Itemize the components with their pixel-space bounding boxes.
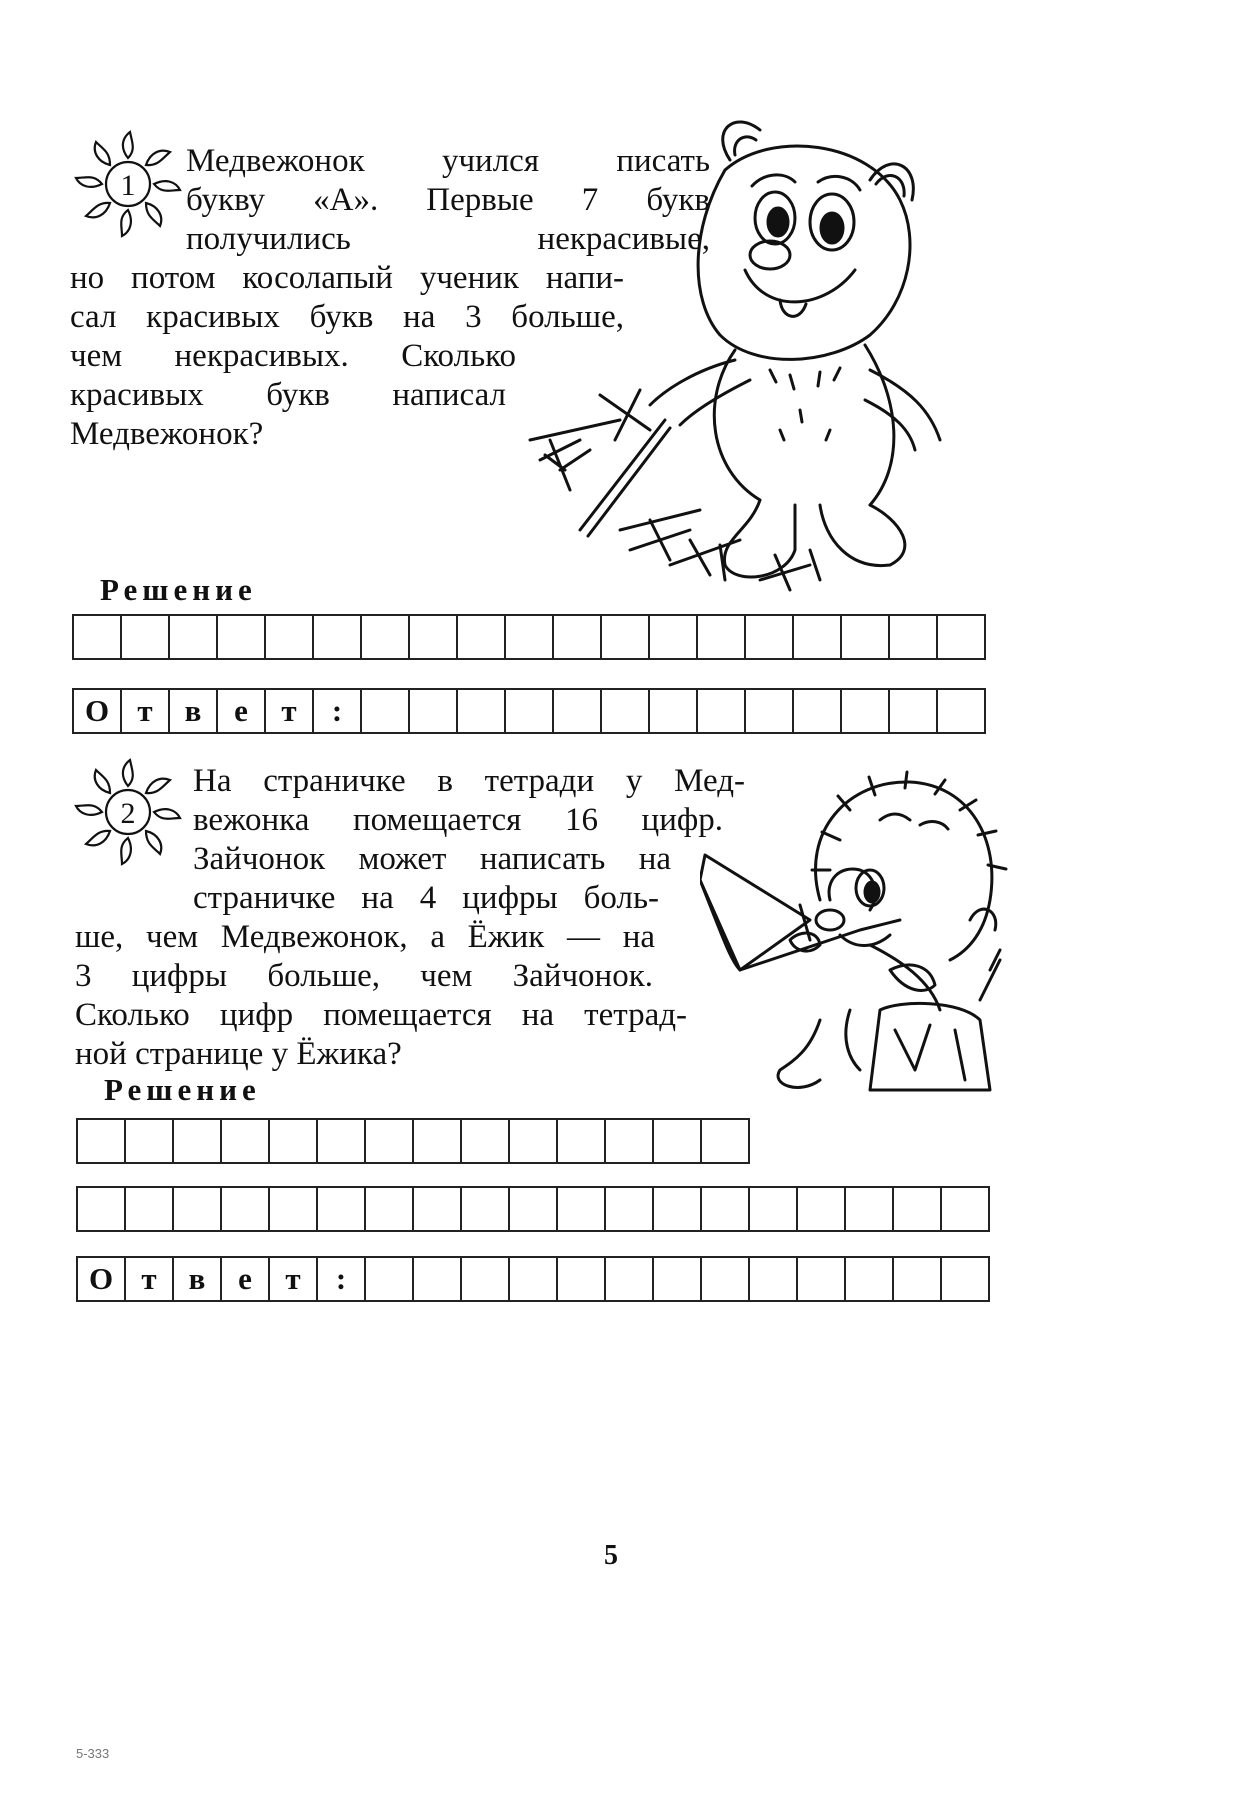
grid-cell[interactable] <box>846 1186 894 1232</box>
answer-letter: О <box>74 688 122 734</box>
grid-cell[interactable] <box>942 1186 990 1232</box>
grid-cell[interactable] <box>842 614 890 660</box>
answer-letter: е <box>218 688 266 734</box>
grid-cell[interactable] <box>750 1256 798 1302</box>
grid-cell[interactable] <box>122 614 170 660</box>
answer-letter: т <box>270 1256 318 1302</box>
grid-cell[interactable] <box>510 1186 558 1232</box>
grid-cell[interactable] <box>794 614 842 660</box>
print-code: 5-333 <box>76 1746 110 1761</box>
grid-cell[interactable] <box>702 1118 750 1164</box>
grid-cell[interactable] <box>798 1186 846 1232</box>
grid-cell[interactable] <box>702 1256 750 1302</box>
grid-cell[interactable] <box>654 1118 702 1164</box>
grid-cell[interactable] <box>746 688 794 734</box>
grid-cell[interactable] <box>314 614 362 660</box>
task-1-line: Медвежонок учился писать <box>186 143 710 179</box>
task-2-line: вежонка помещается 16 цифр. <box>193 802 723 838</box>
task-2-line: 3 цифры больше, чем Зайчонок. <box>75 958 653 994</box>
grid-cell[interactable] <box>458 614 506 660</box>
task-2-line: Сколько цифр помещается на тетрад- <box>75 997 687 1033</box>
answer-letter: : <box>314 688 362 734</box>
grid-cell[interactable] <box>414 1186 462 1232</box>
grid-cell[interactable] <box>174 1186 222 1232</box>
task-2-line: ной странице у Ёжика? <box>75 1036 402 1072</box>
task-1-line: Медвежонок? <box>70 416 264 452</box>
task-1-solution-grid[interactable] <box>72 614 986 660</box>
answer-letter: в <box>170 688 218 734</box>
grid-cell[interactable] <box>606 1118 654 1164</box>
grid-cell[interactable] <box>270 1186 318 1232</box>
grid-cell[interactable] <box>410 688 458 734</box>
task-1-solution-heading: Решение <box>100 572 257 607</box>
page-number: 5 <box>604 1540 618 1571</box>
grid-cell[interactable] <box>462 1256 510 1302</box>
grid-cell[interactable] <box>894 1256 942 1302</box>
grid-cell[interactable] <box>942 1256 990 1302</box>
task-2-solution-heading: Решение <box>104 1072 261 1107</box>
grid-cell[interactable] <box>798 1256 846 1302</box>
task-2-solution-grid-short[interactable] <box>76 1118 750 1164</box>
task-2-solution-grid[interactable] <box>76 1186 990 1232</box>
task-1-line: но потом косолапый ученик напи- <box>70 260 624 296</box>
grid-cell[interactable] <box>702 1186 750 1232</box>
task-2-line: ше, чем Медвежонок, а Ёжик — на <box>75 919 655 955</box>
grid-cell[interactable] <box>222 1186 270 1232</box>
grid-cell[interactable] <box>746 614 794 660</box>
grid-cell[interactable] <box>554 688 602 734</box>
grid-cell[interactable] <box>366 1186 414 1232</box>
answer-letter: т <box>126 1256 174 1302</box>
svg-text:2: 2 <box>120 797 136 830</box>
grid-cell[interactable] <box>222 1118 270 1164</box>
task-1-line: чем некрасивых. Сколько <box>70 338 516 374</box>
grid-cell[interactable] <box>510 1256 558 1302</box>
grid-cell[interactable] <box>126 1186 174 1232</box>
answer-letter: в <box>174 1256 222 1302</box>
grid-cell[interactable] <box>558 1256 606 1302</box>
grid-cell[interactable] <box>606 1256 654 1302</box>
grid-cell[interactable] <box>558 1118 606 1164</box>
bear-cub-with-stick-icon <box>520 110 960 600</box>
grid-cell[interactable] <box>366 1118 414 1164</box>
grid-cell[interactable] <box>78 1186 126 1232</box>
task-2-line: На страничке в тетради у Мед- <box>193 763 745 799</box>
grid-cell[interactable] <box>362 688 410 734</box>
grid-cell[interactable] <box>842 688 890 734</box>
grid-cell[interactable] <box>266 614 314 660</box>
hedgehog-writing-icon <box>700 770 1010 1100</box>
grid-cell[interactable] <box>270 1118 318 1164</box>
grid-cell[interactable] <box>218 614 266 660</box>
grid-cell[interactable] <box>126 1118 174 1164</box>
task-1-answer-grid[interactable] <box>72 688 986 734</box>
svg-text:1: 1 <box>120 169 136 202</box>
grid-cell[interactable] <box>174 1118 222 1164</box>
answer-letter: е <box>222 1256 270 1302</box>
grid-cell[interactable] <box>602 614 650 660</box>
task-1-line: получились некрасивые, <box>186 221 710 257</box>
grid-cell[interactable] <box>74 614 122 660</box>
answer-letter: О <box>78 1256 126 1302</box>
task-1-line: сал красивых букв на 3 больше, <box>70 299 624 335</box>
grid-cell[interactable] <box>602 688 650 734</box>
task-2-text <box>75 762 745 1074</box>
task-2-answer-grid[interactable] <box>76 1256 990 1302</box>
grid-cell[interactable] <box>318 1186 366 1232</box>
grid-cell[interactable] <box>654 1186 702 1232</box>
answer-letter: : <box>318 1256 366 1302</box>
grid-cell[interactable] <box>366 1256 414 1302</box>
grid-cell[interactable] <box>558 1186 606 1232</box>
grid-cell[interactable] <box>846 1256 894 1302</box>
grid-cell[interactable] <box>650 614 698 660</box>
grid-cell[interactable] <box>654 1256 702 1302</box>
task-2-line: страничке на 4 цифры боль- <box>193 880 659 916</box>
grid-cell[interactable] <box>938 688 986 734</box>
grid-cell[interactable] <box>462 1186 510 1232</box>
grid-cell[interactable] <box>794 688 842 734</box>
answer-letter: т <box>266 688 314 734</box>
grid-cell[interactable] <box>318 1118 366 1164</box>
grid-cell[interactable] <box>414 1256 462 1302</box>
grid-cell[interactable] <box>606 1186 654 1232</box>
task-1-line: букву «А». Первые 7 букв <box>186 182 710 218</box>
grid-cell[interactable] <box>698 688 746 734</box>
grid-cell[interactable] <box>362 614 410 660</box>
grid-cell[interactable] <box>458 688 506 734</box>
grid-cell[interactable] <box>170 614 218 660</box>
task-2-line: Зайчонок может написать на <box>193 841 671 877</box>
grid-cell[interactable] <box>78 1118 126 1164</box>
grid-cell[interactable] <box>510 1118 558 1164</box>
grid-cell[interactable] <box>890 688 938 734</box>
grid-cell[interactable] <box>414 1118 462 1164</box>
grid-cell[interactable] <box>506 688 554 734</box>
grid-cell[interactable] <box>698 614 746 660</box>
grid-cell[interactable] <box>890 614 938 660</box>
grid-cell[interactable] <box>938 614 986 660</box>
grid-cell[interactable] <box>462 1118 510 1164</box>
grid-cell[interactable] <box>650 688 698 734</box>
answer-letter: т <box>122 688 170 734</box>
grid-cell[interactable] <box>554 614 602 660</box>
grid-cell[interactable] <box>894 1186 942 1232</box>
grid-cell[interactable] <box>410 614 458 660</box>
grid-cell[interactable] <box>506 614 554 660</box>
grid-cell[interactable] <box>750 1186 798 1232</box>
task-1-line: красивых букв написал <box>70 377 506 413</box>
